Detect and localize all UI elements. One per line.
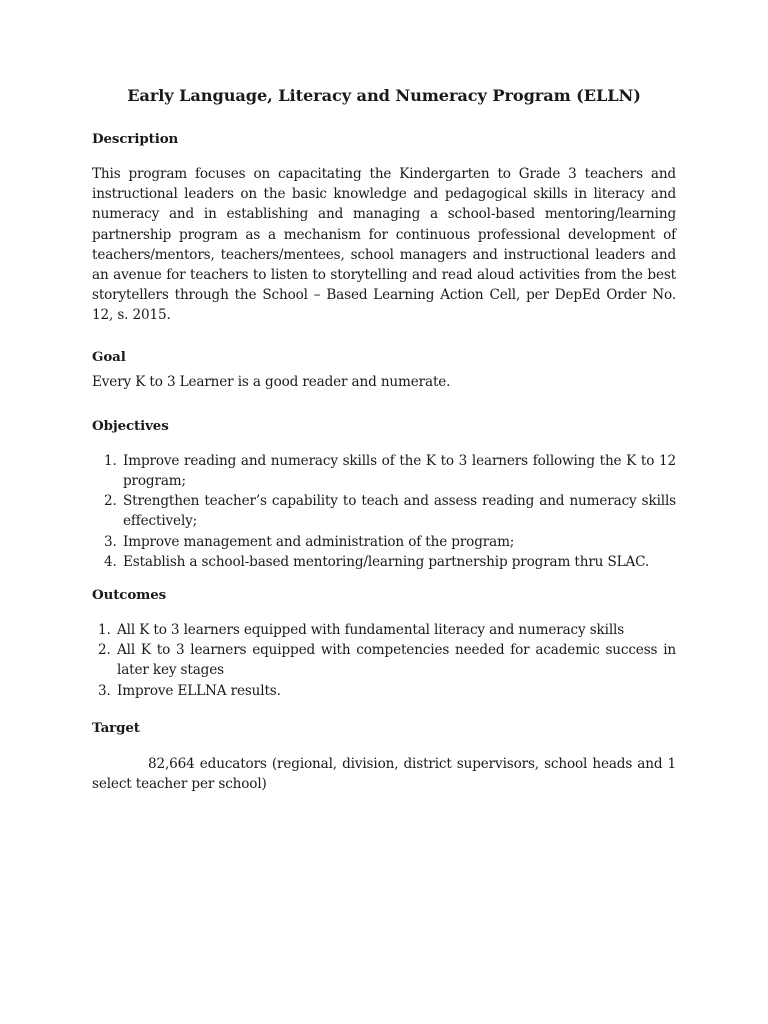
goal-heading: Goal [92,348,126,365]
list-text: Improve management and administration of the program; [123,533,515,550]
list-item [92,552,676,572]
list-text: All K to 3 learners equipped with fundamental literacy and numeracy skills [117,622,625,639]
list-number: 1. [104,452,117,469]
list-number: 4. [104,553,117,570]
list-text: Strengthen teacher’s capability to teach and assess reading and numeracy skills effectively; [123,493,676,530]
list-number: 1. [98,622,111,639]
target-paragraph: 82,664 educators (regional, division, district supervisors, school heads and 1 select teacher per school) [92,755,676,793]
description-heading: Description [92,131,179,147]
list-number: 2. [104,493,117,510]
list-text: All K to 3 learners equipped with competencies needed for academic success in later key stages [117,642,676,679]
list-text: Establish a school-based mentoring/learning partnership program thru SLAC. [123,553,650,570]
document-page [92,86,676,794]
list-number: 3. [104,533,117,550]
list-item [92,620,676,640]
objectives-list [92,451,676,572]
list-text: Improve ELLNA results. [117,682,281,699]
list-item [92,532,676,552]
list-number: 2. [98,642,111,659]
outcomes-list [92,620,676,701]
list-item [92,681,676,701]
list-item [92,640,676,680]
outcomes-heading: Outcomes [92,587,167,604]
target-heading: Target [92,719,140,736]
list-text: Improve reading and numeracy skills of the K to 3 learners following the K to 12 program; [123,452,676,490]
description-paragraph: This program focuses on capacitating the Kindergarten to Grade 3 teachers and instructional leaders on the basic knowledge and pedagogical skills in literacy and numeracy and in establishing and managing a school-based mentoring/learning partnership program as a mechanism for continuous professional development of teachers/mentors, teachers/mentees, school managers and instructional leaders and an avenue for teachers to listen to storytelling and read aloud activities from the best storytellers through the School – Based Learning Action Cell, per DepEd Order No. 12, s. 2015. [92,166,676,324]
objectives-heading: Objectives [92,417,169,434]
list-number: 3. [98,682,111,699]
goal-paragraph: Every K to 3 Learner is a good reader and numerate. [92,373,451,390]
list-item [92,451,676,491]
list-item [92,491,676,531]
document-title: Early Language, Literacy and Numeracy Program (ELLN) [127,86,641,105]
